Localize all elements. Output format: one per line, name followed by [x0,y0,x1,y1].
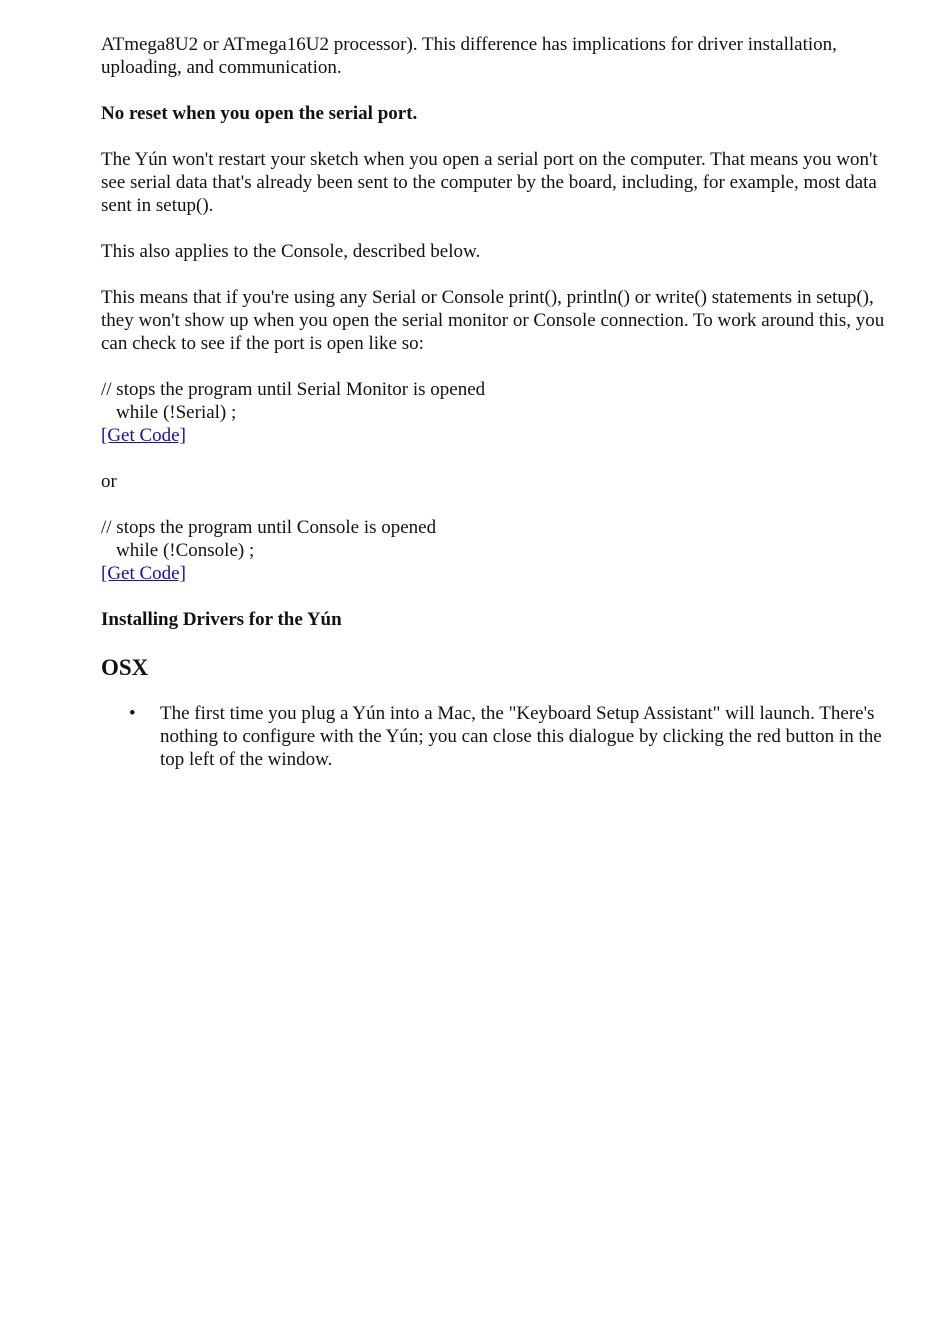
paragraph-console: This also applies to the Console, described below. [101,241,481,262]
get-code-link-console[interactable]: [Get Code] [101,563,186,584]
heading-osx: OSX [101,655,149,680]
heading-no-reset: No reset when you open the serial port. [101,103,418,124]
list-item-text: The first time you plug a Yún into a Mac, the "Keyboard Setup Assistant" will launch. There's nothing to configure with the Yún; you can close this dialogue by clicking the red button in the top left of the window. [160,703,882,770]
code-statement-console: while (!Console) ; [116,540,255,561]
get-code-link-serial[interactable]: [Get Code] [101,425,186,446]
paragraph-means: This means that if you're using any Serial or Console print(), println() or write() statements in setup(), they won't show up when you open the serial monitor or Console connection. To work around this, you can check to see if the port is open like so: [101,287,885,354]
bullet-icon: • [129,703,136,724]
intro-paragraph: ATmega8U2 or ATmega16U2 processor). This difference has implications for driver installation, uploading, and communication. [101,34,837,78]
code-statement-serial: while (!Serial) ; [116,402,237,423]
or-text: or [101,471,117,492]
code-comment-serial: // stops the program until Serial Monitor is opened [101,379,486,400]
code-block-console [101,516,891,562]
heading-installing-drivers: Installing Drivers for the Yún [101,609,342,630]
code-comment-console: // stops the program until Console is opened [101,517,437,538]
osx-list [101,702,891,771]
paragraph-no-restart: The Yún won't restart your sketch when you open a serial port on the computer. That means you won't see serial data that's already been sent to the computer by the board, including, for example, most data sent in setup(). [101,149,878,216]
document-page [101,33,891,771]
code-block-serial [101,378,891,424]
list-item [129,702,891,771]
